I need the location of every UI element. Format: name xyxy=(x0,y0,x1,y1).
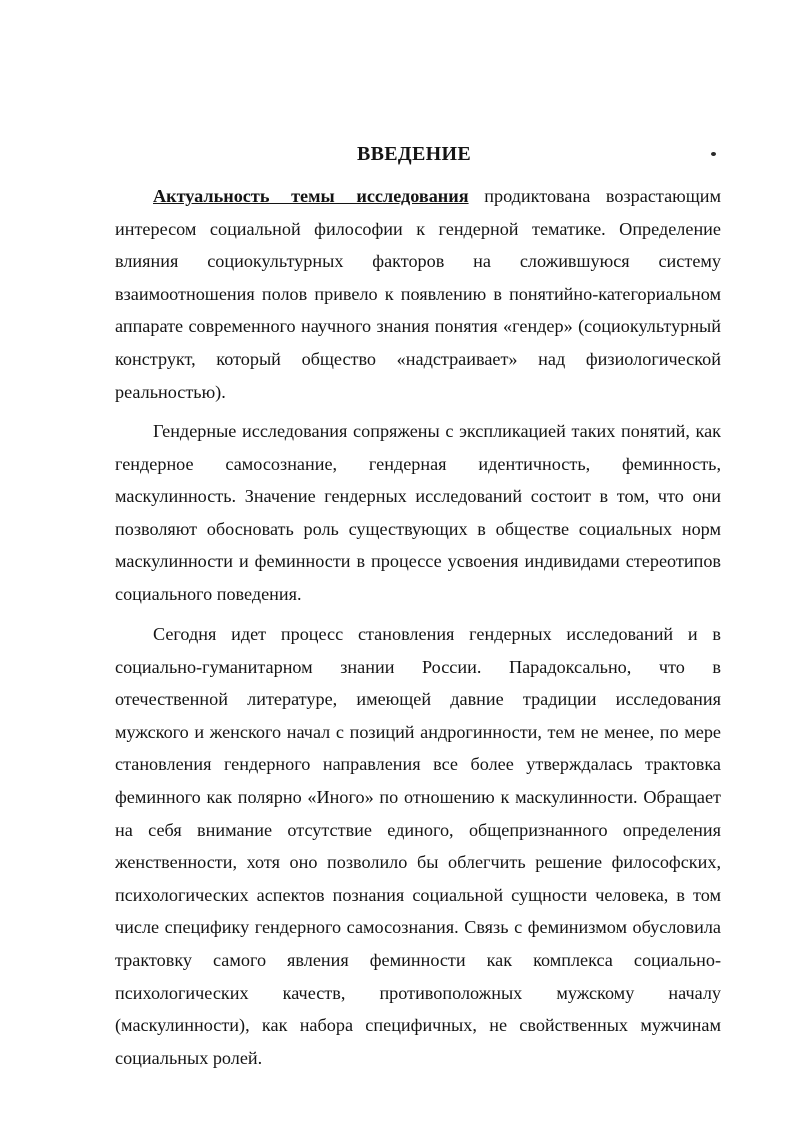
paragraph-relevance xyxy=(115,180,721,408)
paragraph-gender-studies: Гендерные исследования сопряжены с экспликацией таких понятий, как гендерное самосознание, гендерная идентичность, феминность, маскулинность. Значение гендерных исследований состоит в том, что они позволяют обосновать роль существующих в обществе социальных норм маскулинности и феминности в процессе усвоения индивидами стереотипов социального поведения. xyxy=(115,421,721,604)
page-title: ВВЕДЕНИЕ xyxy=(357,143,471,165)
relevance-text: продиктована возрастающим интересом социальной философии к гендерной тематике. Определение влияния социокультурных факторов на сложившуюся систему взаимоотношения полов привело к появлению в понятийно-категориальном аппарате современного научного знания понятия «гендер» (социокультурный конструкт, который общество «надстраивает» над физиологической реальностью). xyxy=(115,186,721,402)
paragraph-russia: Сегодня идет процесс становления гендерных исследований и в социально-гуманитарном знании России. Парадоксально, что в отечественной литературе, имеющей давние традиции исследования мужского и женского начал с позиций андрогинности, тем не менее, по мере становления гендерного направления все более утверждалась трактовка феминного как полярно «Иного» по отношению к маскулинности. Обращает на себя внимание отсутствие единого, общепризнанного определения женственности, хотя оно позволило бы облегчить решение философских, психологических аспектов познания социальной сущности человека, в том числе специфику гендерного самосознания. Связь с феминизмом обусловила трактовку самого явления феминности как комплекса социально-психологических качеств, противоположных мужскому началу (маскулинности), как набора специфичных, не свойственных мужчинам социальных ролей. xyxy=(115,624,721,1068)
relevance-lead: Актуальность темы исследования xyxy=(153,186,469,206)
